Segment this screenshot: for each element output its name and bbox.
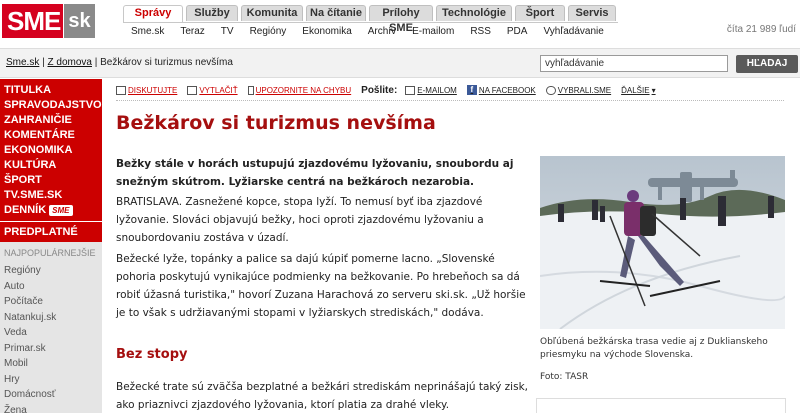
search-button[interactable]: HĽADAJ: [736, 55, 798, 73]
sidebar-item-tv[interactable]: TV.SME.SK: [4, 189, 63, 201]
breadcrumb-bar: [0, 48, 800, 78]
facebook-icon: f: [467, 85, 477, 95]
sme-logo[interactable]: [2, 4, 95, 38]
tab-sluzby[interactable]: Služby: [186, 5, 238, 21]
sidebar-item-kultura[interactable]: KULTÚRA: [4, 159, 57, 171]
subnav-sme[interactable]: Sme.sk: [131, 26, 165, 37]
breadcrumb: Sme.sk | Z domova | Bežkárov si turizmus nevšíma: [6, 57, 233, 68]
popular-item-natankuj[interactable]: Natankuj.sk: [4, 311, 57, 323]
subnav-rss[interactable]: RSS: [470, 26, 491, 37]
logo-suffix: sk: [64, 4, 94, 38]
reader-counter: číta 21 989 ľudí: [726, 24, 796, 35]
popular-item-pocitace[interactable]: Počítače: [4, 296, 43, 307]
subnav-vyhladavanie[interactable]: Vyhľadávanie: [543, 26, 604, 37]
sidebar-main-sections: [0, 79, 102, 221]
print-link[interactable]: [187, 86, 237, 95]
comment-icon: [116, 86, 126, 95]
article-paragraph: Bežecké lyže, topánky a palice sa dajú kúpiť pomerne lacno. „Slovenské pohoria poskytujú vynikajúce podmienky na bežkovanie. Po hrebeňoch sa dá robiť úžasná turistika," hovorí Zuzana Harachová zo serveru ski.sk. „Už horšie je to však s udržiavanými stopami v lyžiarskych strediskách," dodáva.: [116, 253, 526, 319]
sidebar-item-zahranicie[interactable]: ZAHRANIČIE: [4, 114, 72, 126]
sidebar-item-spravodajstvo[interactable]: SPRAVODAJSTVO: [4, 99, 102, 111]
envelope-icon: [405, 86, 415, 95]
tab-komunita[interactable]: Komunita: [241, 5, 303, 21]
tab-prilohy-sme[interactable]: Prílohy SME: [369, 5, 433, 21]
send-label: Pošlite:: [361, 84, 398, 96]
article-subheading: Bez stopy: [116, 347, 188, 362]
dennik-sme-badge: SME: [49, 205, 72, 216]
sidebar-item-dennik[interactable]: [4, 203, 102, 218]
facebook-share-link[interactable]: [467, 85, 536, 95]
more-share-dropdown[interactable]: [621, 86, 655, 95]
logo-main: SME: [2, 4, 63, 38]
article-paragraph: BRATISLAVA. Zasnežené kopce, stopa lyží. To nemusí byť iba zjazdové lyžovanie. Slováci objavujú bežky, hoci oproti zjazdovému lyžovaniu a snoubordovaniu zostáva v úzadí.: [116, 196, 484, 244]
print-label: VYTLAČIŤ: [199, 85, 238, 95]
sidebar-popular: [0, 242, 102, 413]
discuss-link[interactable]: [116, 86, 177, 95]
article-photo[interactable]: [540, 156, 785, 329]
popular-item-hry[interactable]: Hry: [4, 373, 20, 385]
subnav-ekonomika[interactable]: Ekonomika: [302, 26, 352, 37]
popular-item-primar[interactable]: Primar.sk: [4, 342, 46, 354]
vybrali-label: VYBRALI.SME: [557, 85, 612, 95]
email-label: E-MAILOM: [417, 85, 457, 95]
article-toolbar: [116, 83, 666, 97]
printer-icon: [187, 86, 197, 95]
exclamation-icon: [248, 86, 254, 95]
vybrali-share-link[interactable]: [546, 86, 611, 95]
popular-heading: NAJPOPULÁRNEJŠIE: [4, 248, 96, 258]
breadcrumb-home[interactable]: Sme.sk: [6, 57, 40, 68]
subnav-emailom[interactable]: E-mailom: [412, 26, 455, 37]
vybrali-icon: [546, 86, 556, 95]
dennik-label: DENNÍK: [4, 204, 47, 216]
sidebar-item-komentare[interactable]: KOMENTÁRE: [4, 129, 75, 141]
subnav-pda[interactable]: PDA: [506, 26, 528, 37]
tab-na-citanie[interactable]: Na čítanie: [306, 5, 366, 21]
subnav-tv[interactable]: TV: [220, 26, 234, 37]
report-label: UPOZORNITE NA CHYBU: [255, 85, 352, 95]
tab-sport[interactable]: Šport: [515, 5, 565, 21]
search-input[interactable]: vyhľadávanie: [540, 55, 728, 72]
toolbar-divider: [116, 100, 784, 101]
sub-navigation: [123, 22, 618, 40]
subnav-archiv[interactable]: Archív: [367, 26, 397, 37]
facebook-label: NA FACEBOOK: [478, 85, 536, 95]
popular-item-domacnost[interactable]: Domácnosť: [4, 389, 56, 400]
article-paragraph: Bežecké trate sú zväčša bezplatné a bežkári strediskám neprinášajú taký zisk, ako priaznivci zjazdového lyžovania, ktorí platia za drahé vleky.: [116, 381, 528, 411]
tab-technologie[interactable]: Technológie: [436, 5, 512, 21]
breadcrumb-current: Bežkárov si turizmus nevšíma: [100, 57, 233, 68]
popular-item-zena[interactable]: Žena: [4, 404, 27, 413]
subnav-regiony[interactable]: Regióny: [249, 26, 287, 37]
report-error-link[interactable]: [248, 86, 352, 95]
article-lead: Bežky stále v horách ustupujú zjazdovému lyžovaniu, snoubordu aj snežným skútrom. Lyžiarske centrá na bežkároch nezarobia.: [116, 158, 514, 188]
email-share-link[interactable]: [405, 86, 457, 95]
popular-item-mobil[interactable]: Mobil: [4, 358, 28, 369]
sidebar-item-ekonomika[interactable]: EKONOMIKA: [4, 144, 73, 156]
popular-item-veda[interactable]: Veda: [4, 327, 27, 338]
sidebar-item-sport[interactable]: ŠPORT: [4, 174, 42, 186]
subnav-teraz[interactable]: Teraz: [180, 26, 205, 37]
site-header: [0, 0, 800, 45]
article-title: Bežkárov si turizmus nevšíma: [116, 112, 436, 134]
tab-servis[interactable]: Servis: [568, 5, 616, 21]
sidebar-item-predplatne[interactable]: PREDPLATNÉ: [0, 222, 102, 242]
sidebar: [0, 79, 102, 413]
sidebar-item-titulka[interactable]: TITULKA: [4, 84, 52, 96]
related-box: [536, 398, 786, 413]
tab-spravy[interactable]: Správy: [123, 5, 183, 23]
discuss-label: DISKUTUJTE: [128, 85, 178, 95]
photo-credit: Foto: TASR: [540, 372, 589, 382]
popular-item-regiony[interactable]: Regióny: [4, 265, 41, 276]
breadcrumb-section[interactable]: Z domova: [47, 57, 92, 68]
chevron-down-icon: ▾: [651, 85, 656, 95]
photo-caption: Obľúbená bežkárska trasa vedie aj z Duklianskeho priesmyku na východe Slovenska.: [540, 337, 768, 360]
popular-item-auto[interactable]: Auto: [4, 280, 25, 292]
more-label: ĎALŠIE: [621, 85, 650, 95]
skiers-photo-illustration: [540, 156, 785, 329]
